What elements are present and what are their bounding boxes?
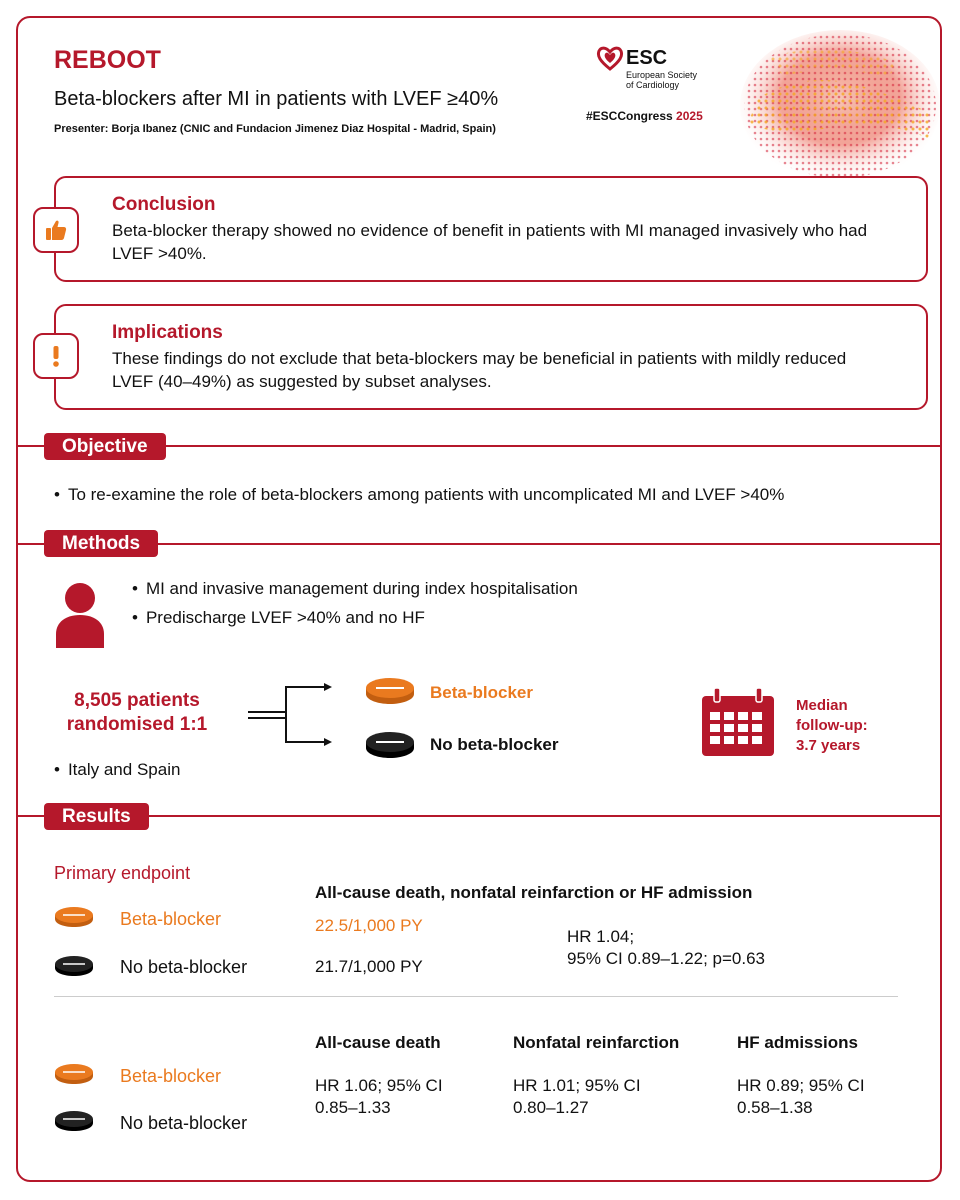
results-separator	[54, 996, 898, 997]
conclusion-card	[54, 176, 928, 282]
secondary-heading-hf: HF admissions	[737, 1033, 858, 1052]
secondary-hr-line2: 0.80–1.27	[513, 1098, 589, 1117]
secondary-hr-death	[315, 1075, 443, 1119]
primary-hr-line2: 95% CI 0.89–1.22; p=0.63	[567, 949, 766, 968]
rate-no-beta-blocker: 21.7/1,000 PY	[315, 957, 423, 976]
esc-logo-subtitle	[626, 70, 697, 90]
presenter: Presenter: Borja Ibanez (CNIC and Fundacion Jimenez Diaz Hospital - Madrid, Spain)	[54, 123, 496, 135]
objective-bullet: • To re-examine the role of beta-blockers among patients with uncomplicated MI and LVEF >40%	[54, 485, 784, 505]
followup-line1: Median	[796, 697, 848, 714]
implications-heading: Implications	[112, 322, 223, 343]
arm-no-beta-blocker: No beta-blocker	[430, 735, 559, 754]
secondary-arm-no-beta-blocker: No beta-blocker	[120, 1113, 248, 1133]
results-tab: Results	[44, 803, 149, 830]
randomisation: randomised 1:1	[66, 714, 208, 735]
secondary-heading-death: All-cause death	[315, 1033, 441, 1052]
esc-heart-logo-icon	[596, 44, 624, 72]
pill-orange-icon	[54, 1063, 94, 1085]
pill-black-icon	[364, 730, 416, 760]
pill-orange-icon	[54, 906, 94, 928]
thumbs-up-icon	[44, 218, 68, 242]
objective-tab: Objective	[44, 433, 166, 460]
secondary-hr-line1: HR 1.06; 95% CI	[315, 1076, 443, 1095]
followup-line2: follow-up:	[796, 717, 868, 734]
criteria-item: • MI and invasive management during index hospitalisation	[132, 579, 578, 599]
pill-orange-icon	[364, 676, 416, 706]
primary-endpoint-label: Primary endpoint	[54, 863, 191, 883]
pill-black-icon	[54, 955, 94, 977]
pill-black-icon	[54, 1110, 94, 1132]
randomisation-arrows	[248, 682, 332, 748]
esc-logo-text: ESC	[626, 47, 668, 69]
page-title: REBOOT	[54, 46, 161, 74]
secondary-hr-line1: HR 1.01; 95% CI	[513, 1076, 641, 1095]
criteria-item: • Predischarge LVEF >40% and no HF	[132, 608, 425, 628]
patient-icon	[54, 582, 106, 648]
exclamation-badge	[33, 333, 79, 379]
result-arm-no-beta-blocker: No beta-blocker	[120, 957, 248, 977]
arm-beta-blocker: Beta-blocker	[430, 683, 533, 702]
page-subtitle: Beta-blockers after MI in patients with LVEF ≥40%	[54, 88, 499, 110]
followup-line3: 3.7 years	[796, 737, 861, 754]
secondary-hr-line2: 0.58–1.38	[737, 1098, 813, 1117]
thumbs-up-badge	[33, 207, 79, 253]
secondary-hr-line2: 0.85–1.33	[315, 1098, 391, 1117]
congress-year: 2025	[676, 109, 703, 123]
secondary-hr-line1: HR 0.89; 95% CI	[737, 1076, 865, 1095]
secondary-hr-hf	[737, 1075, 865, 1119]
implications-text: These findings do not exclude that beta-blockers may be beneficial in patients with mildly reduced LVEF (40–49%) as suggested by subset analyses.	[112, 349, 847, 391]
congress-tag	[586, 109, 703, 123]
methods-tab: Methods	[44, 530, 158, 557]
calendar-icon	[700, 688, 776, 758]
patients-count: 8,505 patients	[74, 690, 200, 711]
decorative-dotted-globe	[728, 28, 940, 188]
exclamation-icon	[44, 344, 68, 368]
primary-outcome: All-cause death, nonfatal reinfarction or HF admission	[315, 883, 753, 902]
conclusion-text: Beta-blocker therapy showed no evidence of benefit in patients with MI managed invasively who had LVEF >40%.	[112, 221, 868, 263]
rate-beta-blocker: 22.5/1,000 PY	[315, 916, 423, 935]
secondary-heading-reinfarction: Nonfatal reinfarction	[513, 1033, 680, 1052]
result-arm-beta-blocker: Beta-blocker	[120, 909, 222, 929]
congress-hashtag: #ESCCongress	[586, 109, 673, 123]
results-divider	[18, 815, 942, 817]
primary-hazard-ratio	[567, 926, 765, 970]
conclusion-heading: Conclusion	[112, 194, 216, 215]
esc-logo-line1: European Society	[626, 70, 698, 80]
esc-logo-line2: of Cardiology	[626, 80, 680, 90]
primary-hr-line1: HR 1.04;	[567, 927, 635, 946]
secondary-hr-reinfarction	[513, 1075, 641, 1119]
median-followup	[796, 696, 868, 756]
countries: • Italy and Spain	[54, 760, 180, 780]
implications-card	[54, 304, 928, 410]
secondary-arm-beta-blocker: Beta-blocker	[120, 1066, 222, 1086]
